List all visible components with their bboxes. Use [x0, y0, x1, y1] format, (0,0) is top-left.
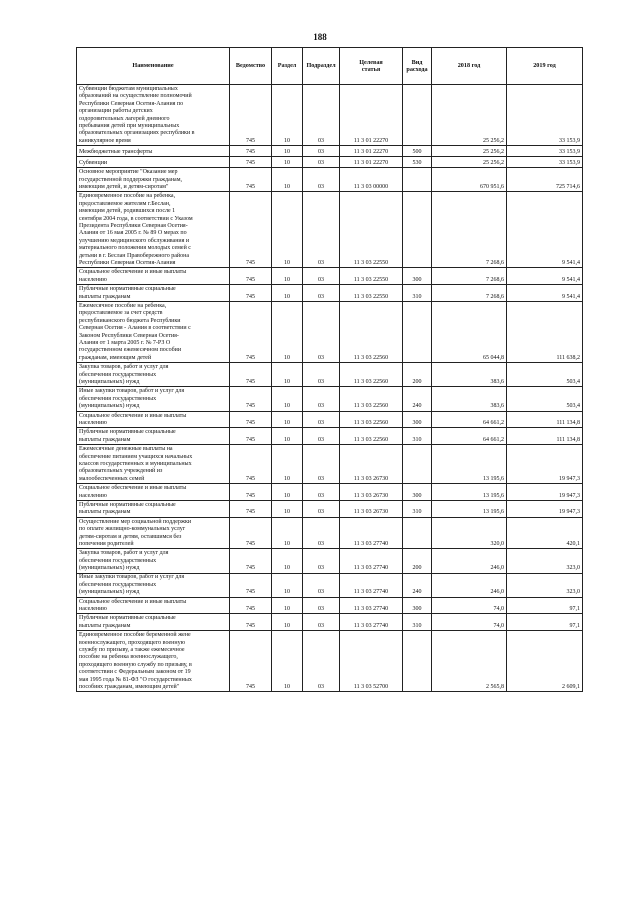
- row-target: 11 3 03 27740: [340, 549, 403, 573]
- row-dept: 745: [230, 363, 272, 387]
- row-name: Публичные нормативные социальные выплаты гражданам: [77, 285, 230, 302]
- row-dept: 745: [230, 517, 272, 549]
- row-dept: 745: [230, 614, 272, 631]
- row-2019: 33 153,9: [507, 146, 583, 157]
- row-dept: 745: [230, 268, 272, 285]
- row-section: 10: [272, 363, 303, 387]
- row-dept: 745: [230, 301, 272, 362]
- row-target: 11 3 03 27740: [340, 573, 403, 597]
- row-subsection: 03: [303, 573, 340, 597]
- header-section: Раздел: [272, 48, 303, 85]
- row-2018: 25 256,2: [432, 146, 507, 157]
- row-exp-type: [403, 631, 432, 692]
- table-row: [77, 597, 583, 614]
- row-subsection: 03: [303, 268, 340, 285]
- header-target: Целевая статья: [340, 48, 403, 85]
- row-target: 11 3 03 22550: [340, 192, 403, 268]
- row-exp-type: 310: [403, 285, 432, 302]
- row-2018: 246,0: [432, 573, 507, 597]
- row-subsection: 03: [303, 484, 340, 501]
- row-2018: 65 044,8: [432, 301, 507, 362]
- row-section: 10: [272, 146, 303, 157]
- row-dept: 745: [230, 157, 272, 168]
- row-target: 11 3 03 22560: [340, 387, 403, 411]
- row-2018: 7 268,6: [432, 192, 507, 268]
- row-subsection: 03: [303, 192, 340, 268]
- row-2019: 9 541,4: [507, 192, 583, 268]
- row-2019: 111 134,8: [507, 411, 583, 428]
- row-2018: 7 268,6: [432, 268, 507, 285]
- row-2018: 383,6: [432, 363, 507, 387]
- row-name: Основное мероприятие "Оказание мер государственной поддержки гражданам, имеющим детей, и детям-сиротам": [77, 168, 230, 192]
- row-exp-type: 300: [403, 484, 432, 501]
- row-2019: 323,0: [507, 573, 583, 597]
- row-name: Единовременное пособие на ребенка, предоставляемое жителям г.Беслан, имеющим детей, родившихся после 1 сентября 2004 года, в соответствии с Указом Президента Республики Северная Осетия- Алания от 16 мая 2005 г. № 89 О мерах по улучшению медицинского обслуживания и материального положения молодых семей с детьми в г. Беслан Правобережного района Республики Северная Осетия-Алания: [77, 192, 230, 268]
- row-2018: 64 661,2: [432, 428, 507, 445]
- row-dept: 745: [230, 597, 272, 614]
- row-exp-type: 200: [403, 363, 432, 387]
- row-target: 11 3 03 22550: [340, 285, 403, 302]
- row-target: 11 3 03 27740: [340, 517, 403, 549]
- row-subsection: 03: [303, 157, 340, 168]
- budget-table: [76, 47, 583, 692]
- row-exp-type: 300: [403, 597, 432, 614]
- table-row: [77, 285, 583, 302]
- row-2019: 725 714,6: [507, 168, 583, 192]
- row-section: 10: [272, 157, 303, 168]
- row-subsection: 03: [303, 549, 340, 573]
- row-subsection: 03: [303, 301, 340, 362]
- row-dept: 745: [230, 428, 272, 445]
- row-2019: 503,4: [507, 363, 583, 387]
- row-section: 10: [272, 428, 303, 445]
- row-exp-type: 200: [403, 549, 432, 573]
- row-exp-type: [403, 517, 432, 549]
- row-name: Иные закупки товаров, работ и услуг для обеспечения государственных (муниципальных) нужд: [77, 387, 230, 411]
- row-dept: 745: [230, 631, 272, 692]
- row-2019: 503,4: [507, 387, 583, 411]
- row-target: 11 3 03 00000: [340, 168, 403, 192]
- row-section: 10: [272, 573, 303, 597]
- row-dept: 745: [230, 411, 272, 428]
- table-header-row: [77, 48, 583, 85]
- row-2018: 670 951,6: [432, 168, 507, 192]
- table-row: [77, 411, 583, 428]
- row-subsection: 03: [303, 363, 340, 387]
- row-section: 10: [272, 549, 303, 573]
- header-2019: 2019 год: [507, 48, 583, 85]
- row-subsection: 03: [303, 285, 340, 302]
- table-row: [77, 192, 583, 268]
- table-row: [77, 500, 583, 517]
- row-2019: 111 638,2: [507, 301, 583, 362]
- row-2019: 111 134,8: [507, 428, 583, 445]
- row-name: Закупка товаров, работ и услуг для обеспечения государственных (муниципальных) нужд: [77, 549, 230, 573]
- row-subsection: 03: [303, 428, 340, 445]
- header-subsection: Подраздел: [303, 48, 340, 85]
- row-name: Единовременное пособие беременной жене военнослужащего, проходящего военную службу по призыву, а также ежемесячное пособие на ребенка военнослужащего, проходящего военную службу по призыву, в соответствии с Федеральным законом от 19 мая 1995 года № 81-ФЗ "О государственных пособиях гражданам, имеющим детей": [77, 631, 230, 692]
- row-target: 11 3 01 22270: [340, 146, 403, 157]
- row-dept: 745: [230, 146, 272, 157]
- table-row: [77, 428, 583, 445]
- row-name: Субвенции бюджетам муниципальных образований на осуществление полномочий Республики Северная Осетия-Алания по организации работы детских оздоровительных лагерей дневного пребывания детей при муниципальных образовательных организациях республики в каникулярное время: [77, 85, 230, 146]
- row-name: Публичные нормативные социальные выплаты гражданам: [77, 614, 230, 631]
- table-row: [77, 168, 583, 192]
- row-subsection: 03: [303, 631, 340, 692]
- row-name: Публичные нормативные социальные выплаты гражданам: [77, 428, 230, 445]
- row-section: 10: [272, 500, 303, 517]
- table-row: [77, 157, 583, 168]
- row-section: 10: [272, 411, 303, 428]
- row-exp-type: 240: [403, 387, 432, 411]
- header-dept: Ведомство: [230, 48, 272, 85]
- row-dept: 745: [230, 168, 272, 192]
- row-dept: 745: [230, 500, 272, 517]
- table-row: [77, 301, 583, 362]
- row-target: 11 3 01 22270: [340, 85, 403, 146]
- row-2018: 13 195,6: [432, 500, 507, 517]
- row-section: 10: [272, 268, 303, 285]
- row-target: 11 3 03 26730: [340, 500, 403, 517]
- table-row: [77, 614, 583, 631]
- row-name: Ежемесячное пособие на ребенка, предоставляемое за счет средств республиканского бюджета Республики Северная Осетия - Алания в соответствии с Законом Республики Северная Осетия- Алания от 1 марта 2005 г. № 7-РЗ О государственном ежемесячном пособии гражданам, имеющим детей: [77, 301, 230, 362]
- row-section: 10: [272, 445, 303, 484]
- table-row: [77, 573, 583, 597]
- row-subsection: 03: [303, 168, 340, 192]
- row-2019: 2 609,1: [507, 631, 583, 692]
- row-exp-type: 310: [403, 500, 432, 517]
- row-exp-type: 240: [403, 573, 432, 597]
- row-name: Межбюджетные трансферты: [77, 146, 230, 157]
- row-dept: 745: [230, 387, 272, 411]
- row-target: 11 3 03 52700: [340, 631, 403, 692]
- row-target: 11 3 03 22560: [340, 428, 403, 445]
- row-2018: 64 661,2: [432, 411, 507, 428]
- table-row: [77, 387, 583, 411]
- row-2019: 19 947,3: [507, 500, 583, 517]
- header-exp-type: Вид расхода: [403, 48, 432, 85]
- row-dept: 745: [230, 445, 272, 484]
- table-row: [77, 549, 583, 573]
- row-subsection: 03: [303, 387, 340, 411]
- table-row: [77, 445, 583, 484]
- row-section: 10: [272, 517, 303, 549]
- row-target: 11 3 03 22560: [340, 301, 403, 362]
- row-target: 11 3 03 22560: [340, 411, 403, 428]
- row-2018: 25 256,2: [432, 157, 507, 168]
- row-2019: 33 153,9: [507, 157, 583, 168]
- row-subsection: 03: [303, 597, 340, 614]
- row-2019: 9 541,4: [507, 268, 583, 285]
- header-name: Наименование: [77, 48, 230, 85]
- row-2019: 33 153,9: [507, 85, 583, 146]
- row-exp-type: 310: [403, 614, 432, 631]
- row-2018: 246,0: [432, 549, 507, 573]
- row-name: Социальное обеспечение и иные выплаты населению: [77, 597, 230, 614]
- row-subsection: 03: [303, 500, 340, 517]
- row-subsection: 03: [303, 445, 340, 484]
- page-number: 188: [313, 32, 327, 42]
- row-section: 10: [272, 597, 303, 614]
- row-section: 10: [272, 387, 303, 411]
- row-dept: 745: [230, 285, 272, 302]
- row-dept: 745: [230, 573, 272, 597]
- row-2019: 420,1: [507, 517, 583, 549]
- row-target: 11 3 03 26730: [340, 484, 403, 501]
- table-row: [77, 484, 583, 501]
- row-name: Публичные нормативные социальные выплаты гражданам: [77, 500, 230, 517]
- row-2018: 13 195,6: [432, 484, 507, 501]
- row-section: 10: [272, 614, 303, 631]
- table-row: [77, 363, 583, 387]
- row-subsection: 03: [303, 517, 340, 549]
- row-2018: 74,0: [432, 614, 507, 631]
- table-row: [77, 268, 583, 285]
- row-exp-type: [403, 445, 432, 484]
- row-target: 11 3 03 27740: [340, 614, 403, 631]
- table-body: [77, 85, 583, 692]
- row-2019: 97,1: [507, 597, 583, 614]
- row-exp-type: 500: [403, 146, 432, 157]
- row-2019: 9 541,4: [507, 285, 583, 302]
- row-target: 11 3 03 22560: [340, 363, 403, 387]
- row-dept: 745: [230, 85, 272, 146]
- row-dept: 745: [230, 484, 272, 501]
- table-row: [77, 517, 583, 549]
- row-dept: 745: [230, 192, 272, 268]
- row-name: Социальное обеспечение и иные выплаты населению: [77, 268, 230, 285]
- row-2019: 19 947,3: [507, 484, 583, 501]
- row-subsection: 03: [303, 614, 340, 631]
- row-exp-type: [403, 168, 432, 192]
- row-2018: 320,0: [432, 517, 507, 549]
- table-row: [77, 631, 583, 692]
- row-target: 11 3 03 22550: [340, 268, 403, 285]
- row-target: 11 3 03 26730: [340, 445, 403, 484]
- row-2019: 19 947,3: [507, 445, 583, 484]
- table-row: [77, 146, 583, 157]
- row-2019: 323,0: [507, 549, 583, 573]
- row-subsection: 03: [303, 146, 340, 157]
- row-target: 11 3 03 27740: [340, 597, 403, 614]
- row-name: Социальное обеспечение и иные выплаты населению: [77, 411, 230, 428]
- row-2018: 25 256,2: [432, 85, 507, 146]
- row-section: 10: [272, 631, 303, 692]
- row-exp-type: 310: [403, 428, 432, 445]
- header-2018: 2018 год: [432, 48, 507, 85]
- row-section: 10: [272, 85, 303, 146]
- row-name: Субвенции: [77, 157, 230, 168]
- row-section: 10: [272, 168, 303, 192]
- row-section: 10: [272, 484, 303, 501]
- row-target: 11 3 01 22270: [340, 157, 403, 168]
- row-exp-type: 300: [403, 411, 432, 428]
- row-exp-type: 530: [403, 157, 432, 168]
- row-name: Иные закупки товаров, работ и услуг для обеспечения государственных (муниципальных) нужд: [77, 573, 230, 597]
- table-row: [77, 85, 583, 146]
- row-section: 10: [272, 301, 303, 362]
- row-subsection: 03: [303, 85, 340, 146]
- row-2018: 2 565,8: [432, 631, 507, 692]
- row-exp-type: [403, 85, 432, 146]
- row-name: Осуществление мер социальной поддержки по оплате жилищно-коммунальных услуг детям-сиротам и детям, оставшимся без попечения родителей: [77, 517, 230, 549]
- row-2018: 383,6: [432, 387, 507, 411]
- row-dept: 745: [230, 549, 272, 573]
- row-exp-type: 300: [403, 268, 432, 285]
- row-name: Социальное обеспечение и иные выплаты населению: [77, 484, 230, 501]
- row-exp-type: [403, 301, 432, 362]
- row-subsection: 03: [303, 411, 340, 428]
- row-section: 10: [272, 285, 303, 302]
- row-name: Закупка товаров, работ и услуг для обеспечения государственных (муниципальных) нужд: [77, 363, 230, 387]
- row-2019: 97,1: [507, 614, 583, 631]
- row-name: Ежемесячные денежные выплаты на обеспечение питанием учащихся начальных классов государственных и муниципальных образовательных учреждений из малообеспеченных семей: [77, 445, 230, 484]
- row-2018: 74,0: [432, 597, 507, 614]
- row-exp-type: [403, 192, 432, 268]
- row-2018: 13 195,6: [432, 445, 507, 484]
- row-2018: 7 268,6: [432, 285, 507, 302]
- row-section: 10: [272, 192, 303, 268]
